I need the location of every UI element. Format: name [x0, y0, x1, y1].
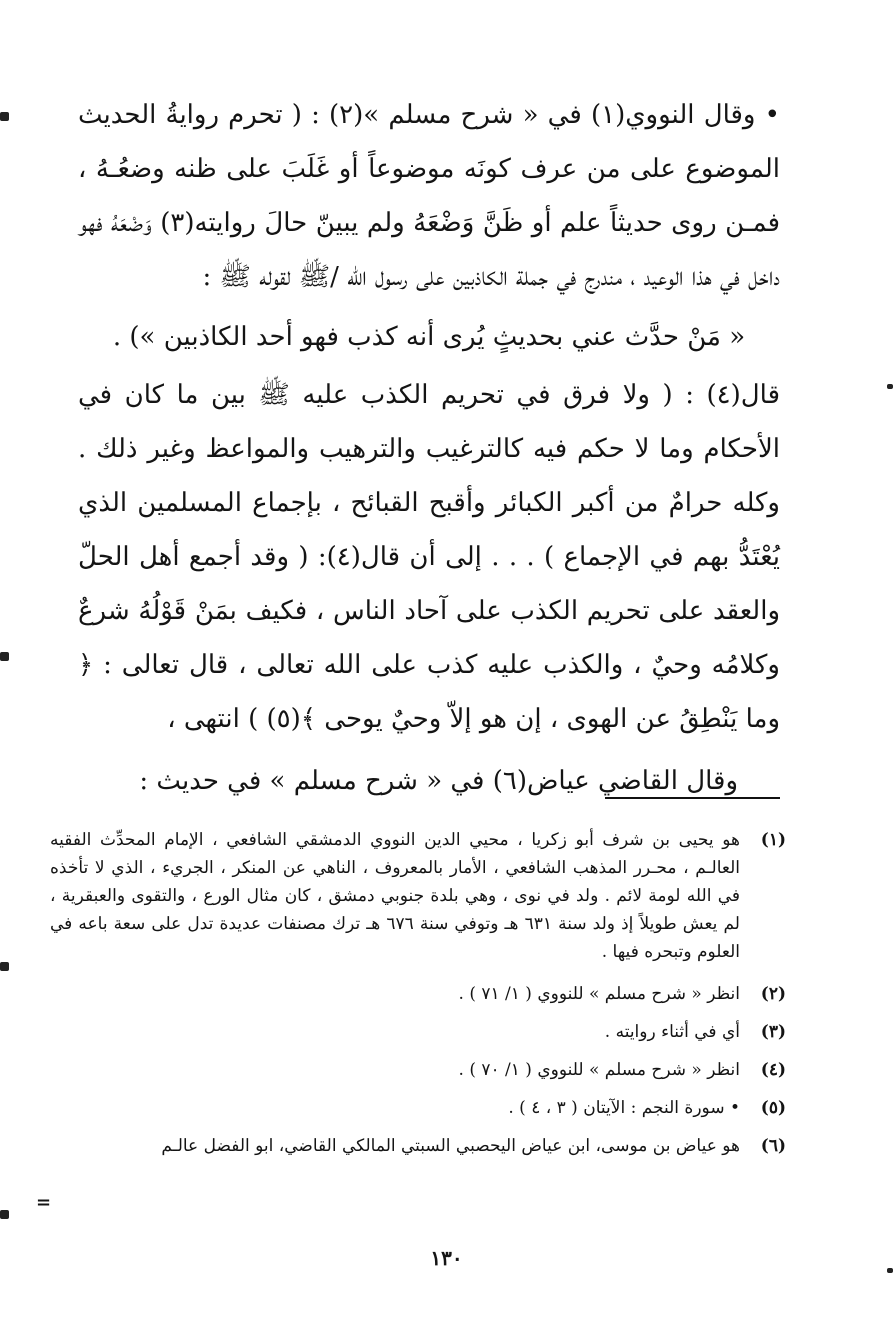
footnote-number: (٤) [760, 1060, 786, 1080]
footnote-text: هو عياض بن موسى، ابن عياض اليحصبي السبتي المالكي القاضي، ابو الفضل عالـم [161, 1136, 740, 1156]
page-number: ١٣٠ [430, 1246, 463, 1270]
footnote-text: • سورة النجم : الآيتان ( ٣ ، ٤ ) . [508, 1098, 740, 1118]
footnote-item [50, 1056, 786, 1084]
footnote-item [50, 980, 786, 1008]
footnote-number: (٣) [760, 1022, 786, 1042]
footnote-item [50, 1132, 786, 1160]
footnote-number: (٢) [760, 984, 786, 1004]
footnote-item [50, 1094, 786, 1122]
paragraph-iyad: وقال القاضي عياض(٦) في « شرح مسلم » في حديث : [139, 766, 738, 796]
continuation-mark: = [36, 1192, 52, 1213]
margin-mark [0, 112, 9, 121]
margin-mark [0, 1210, 9, 1219]
footnote-text: أي في أثناء روايته . [604, 1022, 740, 1042]
footnote-text: هو يحيى بن شرف أبو زكريا ، محيي الدين النووي الدمشقي الشافعي ، الإمام المحدِّث الفقيه العالـم ، محـرر المذهب الشافعي ، الأمار بالمعروف ، الناهي عن المنكر ، الجريء ، الذي لا تأخذه في الله لومة لائم . ولد في نوى ، وهي بلدة جنوبي دمشق ، كان مثال الورع ، والتقوى والعبقرية ، لم يعش طويلاً إذ ولد سنة ٦٣١ هـ وتوفي سنة ٦٧٦ هـ ترك مصنفات عديدة تدل على سعة باعه في العلوم وتبحره فيها . [50, 830, 740, 962]
main-text [78, 88, 780, 808]
margin-mark [0, 652, 9, 661]
footnote-item [50, 1018, 786, 1046]
paragraph-qal: قال(٤) : ( ولا فرق في تحريم الكذب عليه ﷺ بين ما كان في الأحكام وما لا حكم فيه كالترغيب والترهيب والمواعظ وغير ذلك . وكله حرامٌ من أكبر الكبائر وأقبح القبائح ، بإجماع المسلمين الذي يُعْتَدُّ بهم في الإجماع ) . . . إلى أن قال(٤): ( وقد أجمع أهل الحلّ والعقد على تحريم الكذب على آحاد الناس ، فكيف بمَنْ قَوْلُهُ شرعٌ وكلامُه وحيٌ ، والكذب عليه كذب على الله تعالى ، قال تعالى : ﴿ وما يَنْطِقُ عن الهوى ، إن هو إلاّ وحيٌ يوحى ﴾(٥) ) انتهى ، [78, 380, 780, 734]
footnote-item [50, 826, 786, 966]
footnotes [50, 826, 786, 1170]
footnote-number: (٦) [760, 1136, 786, 1156]
footnote-number: (٥) [760, 1098, 786, 1118]
hadith-quote: « مَنْ حدَّث عني بحديثٍ يُرى أنه كذب فهو أحد الكاذبين ») . [112, 322, 746, 352]
margin-mark [887, 384, 893, 389]
footnote-text: انظر « شرح مسلم » للنووي ( ١/ ٧٠ ) . [458, 1060, 740, 1080]
footnote-text: انظر « شرح مسلم » للنووي ( ١/ ٧١ ) . [458, 984, 740, 1004]
margin-mark [0, 962, 9, 971]
paragraph-nawawi: • وقال النووي(١) في « شرح مسلم »(٢) : ( تحرم روايةُ الحديث الموضوع على من عرف كونَه موضوعاً أو غَلَبَ على ظنه وضعُـهُ ، فمـن روى حديثاً علم أو ظَنَّ وَضْعَهُ ولم يبينّ حالَ روايته(٣) وَضْعَهُ فهو داخل في هذا الوعيد ، مندرج في جملة الكاذبين على رسول الله /ﷺ لقوله ﷺ : [78, 100, 780, 292]
footnote-separator [605, 797, 780, 799]
footnote-number: (١) [760, 830, 786, 850]
